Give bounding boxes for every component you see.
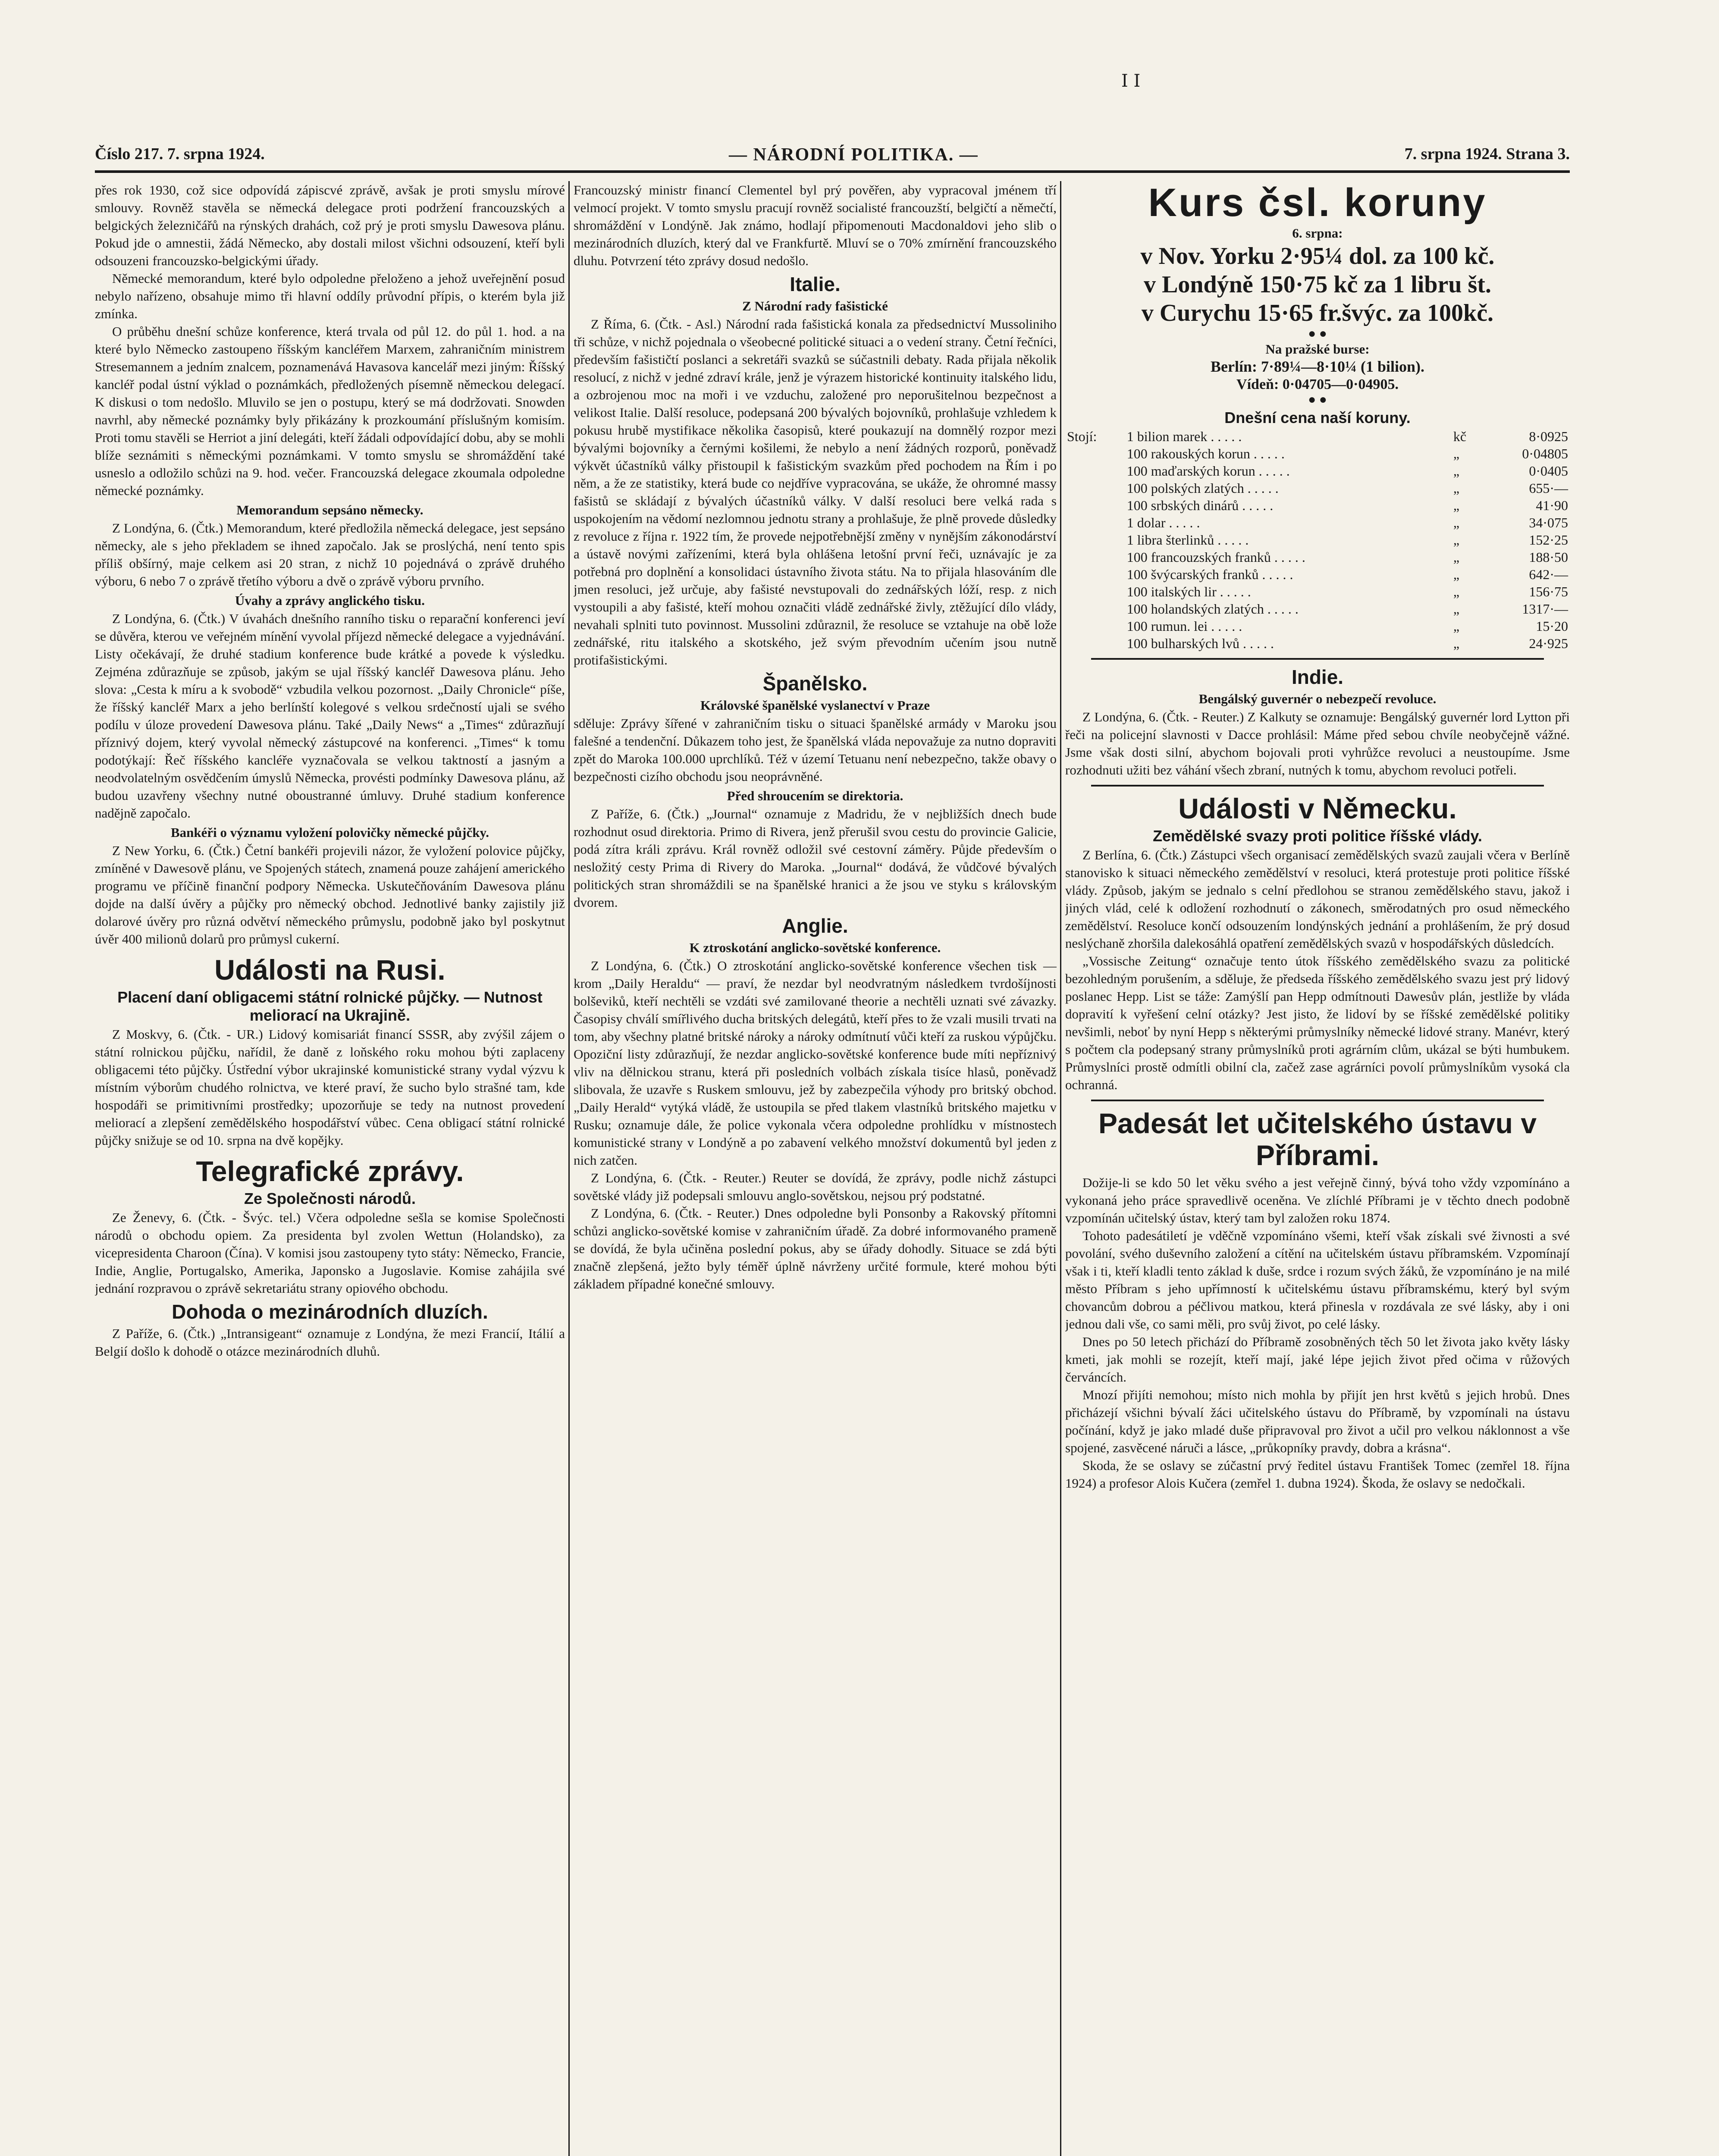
rate-label xyxy=(1065,617,1125,635)
column-divider xyxy=(568,181,570,2156)
section-heading: Indie. xyxy=(1291,666,1344,688)
date-page: 7. srpna 1924. Strana 3. xyxy=(1404,145,1570,163)
rates-table xyxy=(1065,428,1570,652)
rate-row xyxy=(1065,462,1570,479)
rate-value: 655·— xyxy=(1529,480,1568,496)
rate-row xyxy=(1065,531,1570,548)
paragraph: Z Paříže, 6. (Čtk.) „Journal“ oznamuje z Madridu, že v nejbližších dnech bude rozhodnut osud direktoria. Primo di Rivera, jenž přerušil svou cestu do provincie Galicie, podá zítra králi zprávu. Král rovněž odložil své cestovní záměry. Půjde především o nesložitý cesty Prima di Rivery do Maroka. „Journal“ dodává, že vůdčové bývalých politických stran shromáždili se na španělské hranici a že jsou ve styku s královským dvorem. xyxy=(574,806,1057,910)
divider xyxy=(1091,1100,1544,1101)
rate-label xyxy=(1065,635,1125,652)
subheading: Bengálský guvernér o nebezpečí revoluce. xyxy=(1198,691,1437,706)
section-heading: Španělsko. xyxy=(762,672,868,695)
divider xyxy=(1091,785,1544,787)
section-heading: Události na Rusi. xyxy=(214,954,445,986)
rate-unit: „ xyxy=(1453,567,1460,582)
column-3 xyxy=(1065,181,1570,2156)
subheading: K ztroskotání anglicko-sovětské konference. xyxy=(689,940,941,955)
rate-item: 100 maďarských korun . . . . . xyxy=(1126,463,1290,479)
subheading: Úvahy a zprávy anglického tisku. xyxy=(235,593,425,608)
paragraph: Z Londýna, 6. (Čtk. - Reuter.) Reuter se dovídá, že zprávy, podle nichž zástupci sovětské vlády již podepsali smlouvu anglo-sovětskou, nejsou prý podstatné. xyxy=(574,1170,1057,1203)
rate-unit: „ xyxy=(1453,532,1460,548)
rate-unit: „ xyxy=(1453,463,1460,479)
paragraph: Dnes po 50 letech přichází do Příbramě zosobněných těch 50 let života jako květy lásky kmeti, jak mohli se rozejít, kteří mají, jaké lépe jejich život před očima v růžových červáncích. xyxy=(1065,1334,1570,1385)
rate-value: 642·— xyxy=(1529,567,1568,582)
exchange-rate-date: 6. srpna: xyxy=(1292,226,1343,241)
rate-label xyxy=(1065,514,1125,531)
divider xyxy=(1091,658,1544,660)
rate-item: 100 francouzských franků . . . . . xyxy=(1126,549,1305,565)
paragraph: Ze Ženevy, 6. (Čtk. - Švýc. tel.) Včera odpoledne sešla se komise Společnosti národů o obchodu opiem. Za presidenta byl zvolen Wettun (Holandsko), za vicepresidenta Charoon (Čína). V komisi jsou zastoupeny tyto státy: Německo, Francie, Indie, Anglie, Portugalsko, Amerika, Japonsko a Jugoslavie. Komise zahájila své jednání rozpravou o zprávě sekretariátu strany opiového obchodu. xyxy=(95,1210,565,1296)
section-heading: Telegrafické zprávy. xyxy=(196,1155,464,1187)
section-heading: Události v Německu. xyxy=(1178,793,1457,824)
column-1 xyxy=(95,181,565,2156)
rate-row xyxy=(1065,600,1570,617)
rate-label xyxy=(1065,462,1125,479)
rate-new-york: v Nov. Yorku 2·95¼ dol. za 100 kč. xyxy=(1140,243,1495,270)
rate-row xyxy=(1065,583,1570,600)
rate-value: 152·25 xyxy=(1529,532,1568,548)
rate-row xyxy=(1065,497,1570,514)
separator-dots: ● ● xyxy=(1308,326,1327,341)
paragraph: Mnozí přijíti nemohou; místo nich mohla by přijít jen hrst květů s jejich hrobů. Dnes přicházejí všichni bývalí žáci učitelského ústavu do Příbramě, by vzpomínali na ústavu počínání, když je jako mladé duše připravoval pro život a učil pro velkou náklonnost a vše spojené, zasvěcené náruči a lásce, „průkopníky pravdy, dobra a krásna“. xyxy=(1065,1387,1570,1455)
section-heading: Anglie. xyxy=(782,915,848,937)
issue-number: Číslo 217. 7. srpna 1924. xyxy=(95,145,265,163)
rate-item: 100 rakouských korun . . . . . xyxy=(1126,446,1285,461)
paragraph: Z Londýna, 6. (Čtk.) O ztroskotání anglicko-sovětské konference všechen tisk — krom „Daily Heraldu“ — praví, že nezdar byl neodvratným následkem tvrdošíjnosti bolševiků, kteří nechtěli se vzdáti své zamilované theorie a nechtěli uznati své závazky. Časopisy chválí smířlivého ducha britských delegátů, kteří přes to že vzali musili trvati na tom, aby všechny platné britské nároky a nároky odmítnutí vůči kteří za ruskou výpůjčku. Opoziční listy zdůrazňují, že nezdar anglicko-sovětské konference bude míti nepříznivý vliv na dělnickou stranu, která při posledních volbách získala tisíce hlasů, poněvadž slibovala, že uzavře s Ruskem smlouvu, jež by zabezpečila výhody pro britský obchod. „Daily Herald“ vytýká vládě, že ustoupila se před tlakem vlastníků britského majetku v Rusku; oznamuje dále, že police vykonala včera odpoledne prohlídku v místnostech komunistické strany v Londýně a po zabavení velkého množství dokumentů byl jeden z nich zatčen. xyxy=(574,958,1057,1168)
rate-label: Stojí: xyxy=(1067,429,1097,444)
rate-zurich: v Curychu 15·65 fr.švýc. za 100kč. xyxy=(1141,300,1494,326)
section-heading: Padesát let učitelského ústavu v Příbrami. xyxy=(1098,1107,1537,1171)
paragraph: Dožije-li se kdo 50 let věku svého a jest veřejně činný, bývá toho vždy vzpomínáno a vykonaná jeho práce spravedlivě oceněna. Ve zlíchlé Příbrami je v těchto dnech podobně vzpomínán učitelský ústav, který tam byl založen roku 1874. xyxy=(1065,1175,1570,1225)
rate-item: 1 dolar . . . . . xyxy=(1126,515,1200,530)
paragraph: sděluje: Zprávy šířené v zahraničním tisku o situaci španělské armády v Maroku jsou falešné a tendenční. Důkazem toho jest, že španělská vláda nepovažuje za nutno dopraviti zpět do Maroka 100.000 uprchlíků. Též v území Tetuanu není nebezpečno, takže obavy o bezpečnosti cizího obchodu jsou neoprávněné. xyxy=(574,716,1057,784)
separator-dots: ● ● xyxy=(1308,392,1327,407)
rate-item: 100 polských zlatých . . . . . xyxy=(1126,480,1279,496)
column-divider xyxy=(1060,181,1061,2156)
rate-label xyxy=(1065,497,1125,514)
rate-item: 100 srbských dinárů . . . . . xyxy=(1126,498,1274,513)
rate-label xyxy=(1065,566,1125,583)
rate-value: 24·925 xyxy=(1529,636,1568,651)
rate-label xyxy=(1065,531,1125,548)
subheading: Před shroucením se direktoria. xyxy=(727,788,903,803)
subheading: Memorandum sepsáno německy. xyxy=(236,502,423,517)
paragraph: Z Moskvy, 6. (Čtk. - UR.) Lidový komisariát financí SSSR, aby zvýšil zájem o státní rolnickou půjčku, nařídil, že daně z loňského roku mohou býti zaplaceny obligacemi této půjčky. Ústřední výbor ukrajinské komunistické strany vydal výzvu k místním výborům chudého rolnictva, ve které praví, že sucho bylo strašné tam, kde hospodáři se primitivními prostředky; upozorňuje se tedy na nutnost provedení meliorací a zlepšení zemědělského hospodářství vůbec. Cena obligací státní rolnické půjčky snižuje se od 10. srpna na dvě kopějky. xyxy=(95,1027,565,1148)
paragraph: Z Londýna, 6. (Čtk.) Memorandum, které předložila německá delegace, jest sepsáno německy, ale s jeho překladem se ihned započalo. Jak se proslýchá, není tento spis příliš obšírný, maje celkem asi 20 stran, z nichž 10 pojednává o zprávě druhého výboru, 6 nebo 7 o zprávě třetího výboru a dvě o zprávě výboru prvního. xyxy=(95,520,565,589)
paragraph: Z Berlína, 6. (Čtk.) Zástupci všech organisací zemědělských svazů zaujali včera v Berlíně stanovisko k situaci německého zemědělství v resoluci, která protestuje proti politice říšské vlády. Způsob, jakým se jednalo s celní předlohou se stranou zemědělského stavu, jakož i jiných vlád, celé k odložení rozhodnutí o zákonech, směrodatných pro osud německého zemědělství. Resoluce končí odsouzením londýnských jednání a prohlášením, že prý dosud neslýchaně zhoršila dalekosáhlá opatření zemědělských svazů v hospodářských důsledcích. xyxy=(1065,847,1570,951)
rate-item: 100 švýcarských franků . . . . . xyxy=(1126,567,1293,582)
rate-item: 100 rumun. lei . . . . . xyxy=(1126,618,1242,634)
rate-item: 1 bilion marek . . . . . xyxy=(1126,429,1242,444)
rate-row xyxy=(1065,548,1570,566)
rate-value: 41·90 xyxy=(1536,498,1568,513)
rate-unit: „ xyxy=(1453,618,1460,634)
rate-row xyxy=(1065,479,1570,497)
paragraph: Z New Yorku, 6. (Čtk.) Četní bankéři projevili názor, že vyložení polovice půjčky, zmíněné v Dawesově plánu, ve Spojených státech, znamená pouze zahájení amerického programu ve příčině finanční podpory Německa. Uskutečňováním Dawesova plánu dojde na další úvěry a půjčky pro německý obchod. Jednotlivé banky zajistily již dolarové úvěry pro různá odvětví německého průmyslu, podobně jako byl poskytnut úvěr 400 milionů dolarů pro průmysl cukerní. xyxy=(95,843,565,946)
rate-value: 188·50 xyxy=(1529,549,1568,565)
paragraph: Skoda, že se oslavy se zúčastní prvý ředitel ústavu František Tomec (zemřel 18. října 1924) a profesor Alois Kučera (zemřel 1. dubna 1924). Škoda, že oslavy se nedočkali. xyxy=(1065,1458,1570,1491)
rate-unit: „ xyxy=(1453,515,1460,530)
masthead: — NÁRODNÍ POLITIKA. — xyxy=(729,145,979,165)
rate-label xyxy=(1065,583,1125,600)
rate-unit: kč xyxy=(1453,429,1467,444)
rate-label xyxy=(1065,445,1125,462)
paragraph: Tohoto padesátiletí je vděčně vzpomínáno všemi, kteří však získali své živnosti a své povolání, svého duševního založení a cítění na učitelském ústavu příbramském. Vzpomínají však i ti, kteří kladli tento základ k duše, srdce i rozum svých žáků, že vzpomínáno je na milé město Příbram s jeho upřímností k učitelskému ústavu příbramskému, který byl svým chovancům dobrou a péčlivou matkou, která přinesla v rozdávala ze své lásky, aby i oni jednou dali vše, co sami měli, pro svůj život, po celé lásky. xyxy=(1065,1228,1570,1332)
rate-label xyxy=(1065,548,1125,566)
rate-unit: „ xyxy=(1453,498,1460,513)
rate-item: 100 italských lir . . . . . xyxy=(1126,584,1251,599)
rates-title: Dnešní cena naší koruny. xyxy=(1224,409,1411,426)
section-heading: Dohoda o mezinárodních dluzích. xyxy=(172,1300,488,1323)
rate-value: 15·20 xyxy=(1536,618,1568,634)
section-heading: Italie. xyxy=(790,273,841,295)
paragraph: Z Londýna, 6. (Čtk. - Reuter.) Dnes odpoledne byli Ponsonby a Rakovský přítomni schůzi anglicko-sovětské komise v zahraničním úřadě. Za dobré informovaného prameně se dovídá, že byla učiněna poslední pokus, aby se úřady dohodly. Situace se zdá býti značně zlepšená, ježto byly téměř úplně návrženy určité formule, které mohou býti základem případné konečné smlouvy. xyxy=(574,1206,1057,1291)
burse-title: Na pražské burse: xyxy=(1265,342,1370,357)
rate-value: 0·0405 xyxy=(1529,463,1568,479)
paragraph: Francouzský ministr financí Clementel byl prý pověřen, aby vypracoval jménem tří velmocí projekt. V tomto smyslu pracují rovněž socialisté francouzští, belgičtí a němečtí, shromáždění v Londýně. Jak známo, hodlají připomenouti Macdonaldovi jeho slib o mezinárodních dluzích, který dal ve Frankfurtě. Mluví se o 70% zmírnění francouzského dluhu. Potvrzení této zprávy dosud nedošlo. xyxy=(574,182,1057,268)
rate-item: 100 holandských zlatých . . . . . xyxy=(1126,601,1299,617)
rate-unit: „ xyxy=(1453,601,1460,617)
rate-vienna: Vídeň: 0·04705—0·04905. xyxy=(1236,376,1399,392)
paragraph: „Vossische Zeitung“ označuje tento útok říšského zemědělského svazu za politické bezohledným porušením, a sděluje, že předseda říšského zemědělského svazu jest prý lidový poslanec Hepp. List se táže: Zamýšlí pan Hepp odmítnouti Dawesův plán, jestliže by vláda dopravití k vyřešení celní otázky? Jest jisto, že lidoví by se říšské zemědělské politiky nevšimli, neboť by nyní Hepp s některými průmyslníky německé lidové strany. Manévr, který s počtem cla podepsaný strany průmyslníků proti agrárním clům, ukázal se býti humbukem. Průmyslníci prostě odmítli obilní cla, začež zase agrárníci povolí průmyslníkům vysoká cla ochranná. xyxy=(1065,953,1570,1092)
subheading: Placení daní obligacemi státní rolnické půjčky. — Nutnost meliorací na Ukrajině. xyxy=(117,988,543,1024)
rate-unit: „ xyxy=(1453,549,1460,565)
page-mark: I I xyxy=(1121,71,1141,91)
column-2 xyxy=(574,181,1057,2156)
rate-row xyxy=(1065,428,1570,445)
rate-row xyxy=(1065,617,1570,635)
rate-london: v Londýně 150·75 kč za 1 libru št. xyxy=(1144,271,1491,298)
rate-value: 156·75 xyxy=(1529,584,1568,599)
paragraph: přes rok 1930, což sice odpovídá zápiscvé zprávě, avšak je proti smyslu mírové smlouvy. Rovněž stavěla se německá delegace proti podržení francouzských a belgických železničářů na rýnských drahách, což prý je proti smyslu Dawesova plánu. Pokud jde o amnestii, žádá Německo, aby dostali milost všichni odsouzení, kteří byli odsouzeni francouzsko-belgickými úřady. xyxy=(95,182,565,268)
rate-value: 34·075 xyxy=(1529,515,1568,530)
page-header xyxy=(95,144,1570,173)
subheading: Zemědělské svazy proti politice říšské vlády. xyxy=(1153,827,1482,845)
paragraph: O průběhu dnešní schůze konference, která trvala od půl 12. do půl 1. hod. a na které bylo Německo zastoupeno říšským kancléřem Marxem, zahraničním ministrem Stresemannem a jedním znalcem, poznamenává Havasova kancelář mezi jiným: Říšský kancléř podal ústní výklad o poznámkách, předložených písemně německou delegací. K diskusi o tom nedošlo. Mluvilo se jen o postupu, který se má dodržovati. Snowden navrhl, aby německé poznámky byly přikázány k prozkoumání příslušným komisím. Proti tomu stavěli se Herriot a jiní delegáti, kteří žádali odpovídající dobu, aby se mohli blíže seznámiti s německými poznámkami. V tomto smyslu se shromáždění také usneslo a odložilo schůzi na 9. hod. večer. Francouzská delegace zkoumala odpoledne německé poznámky. xyxy=(95,324,565,498)
rate-value: 1317·— xyxy=(1522,601,1568,617)
subheading: Ze Společnosti národů. xyxy=(244,1190,416,1207)
rate-item: 1 libra šterlinků . . . . . xyxy=(1126,532,1249,548)
paragraph: Z Říma, 6. (Čtk. - Asl.) Národní rada fašistická konala za předsednictví Mussoliniho tři schůze, v nichž pojednala o všeobecné politické situaci a o vedení strany. Četní řečníci, především fašističtí poslanci a sekretáři svazků se súčastnili debaty. Rada přijala několik resolucí, z nichž v jedné zdraví krále, jenž je výrazem historické kontinuity italského lidu, a ozbrojenou moc na moři i ve vzduchu, založené pro neporušitelnou bezpečnost a velikost Italie. Další resoluce, podepsaná 200 bývalých bojovníků, prohlašuje vzhledem k pokusu hrubě mystifikace několika časopisů, které poukazují na domnělý rozpor mezi bývalými bojovníky a černými košilemi, že nebylo a není žádných rozporů, poněvadž výkvět účastníků války přistoupil k fašistickým svazkům před pochodem na Řím i po něm, a že ze statistiky, která bude co nejdříve vypracována, se ukáže, že ohromné massy fašistů se skládají z bývalých účastníků války. V další resoluci bere velká rada s uspokojením na vědomí nezlomnou jednotu strany a prohlašuje, že plně provede důsledky z revoluce z října r. 1922 tím, že provede nejpotřebnější změny v nynějším zákonodárství a ústavě novými zařízeními, která byla ohlášena letošní první řeči, uznávajíc je za potřebná pro doplnění a konsolidaci ústavního života státu. Na to přijala hlasováním dle jmen resoluci, jež určuje, aby fašisté nevstupovali do zednářských lóží, resp. z nich vystoupili a aby fašisté, kteří mohou označiti vládě zednářské živly, ztěžující dílo vlády, nevahali splniti tuto povinnost. Mussolini zdůraznil, že resoluce se vztahuje na obě lože zednářské, ritu italského a skotského, jež svým převodním učením jsou nutně protifašistickými. xyxy=(574,317,1057,667)
rate-value: 8·0925 xyxy=(1529,429,1568,444)
subheading: Z Národní rady fašistické xyxy=(742,298,888,313)
rate-row xyxy=(1065,445,1570,462)
rate-row xyxy=(1065,566,1570,583)
subheading: Královské španělské vyslanectví v Praze xyxy=(700,698,930,713)
rate-row xyxy=(1065,635,1570,652)
paragraph: Z Paříže, 6. (Čtk.) „Intransigeant“ oznamuje z Londýna, že mezi Francií, Itálií a Belgií došlo k dohodě o otázce mezinárodních dluhů. xyxy=(95,1326,565,1359)
rate-unit: „ xyxy=(1453,480,1460,496)
exchange-rate-title: Kurs čsl. koruny xyxy=(1148,181,1487,225)
paragraph: Z Londýna, 6. (Čtk. - Reuter.) Z Kalkuty se oznamuje: Bengálský guvernér lord Lytton při řeči na policejní slavnosti v Dacce prohlásil: Máme před sebou chvíle neobyčejně vážné. Jsme však dosti silní, abychom bojovali proti vyhrůžce revoluci a neustoupíme. Jsme rozhodnuti užiti bez váhání všech zbraní, nutných k tomu, abychom revoluci potřeli. xyxy=(1065,709,1570,777)
rate-unit: „ xyxy=(1453,584,1460,599)
rate-unit: „ xyxy=(1453,636,1460,651)
rate-row xyxy=(1065,514,1570,531)
subheading: Bankéři o významu vyložení polovičky německé půjčky. xyxy=(171,825,489,840)
rate-unit: „ xyxy=(1453,446,1460,461)
rate-item: 100 bulharských lvů . . . . . xyxy=(1126,636,1274,651)
paragraph: Z Londýna, 6. (Čtk.) V úvahách dnešního ranního tisku o reparační konferenci jeví se důvěra, kterou ve veřejném mínění vyvolal příjezd německé delegace a vyjednávání. Listy očekávají, že druhé stadium konference bude krátké a povede k výsledku. Zejména zdůrazňuje se způsob, jakým se ujal říšský kancléř Dawesova plánu. Jeho slova: „Cesta k míru a k svobodě“ vzbudila velkou pozornost. „Daily Chronicle“ píše, že říšský kancléř Marx a jeho berlínští kolegové s velkou srdečností ujali se svého podílu v úloze provedení Dawesova plánu. Také „Daily News“ a „Times“ zdůrazňují příznivý dojem, který vyvolal německý zástupcové na konferenci. „Times“ k tomu podotýkají: Řeč říšského kancléře vyznačovala se velkou taktností a jasným a neodvolatelným osvědčením úmyslů Německa, provésti podmínky Dawesova plánu, až budou uzavřeny všechny nutné oboustranné úmluvy. Druhé stadium konference nadějně započalo. xyxy=(95,611,565,821)
paragraph: Německé memorandum, které bylo odpoledne přeloženo a jehož uveřejnění posud nebylo nařízeno, obsahuje mimo tři hlavní oddíly průvodní přípis, o kterém byla již zmínka. xyxy=(95,271,565,321)
rate-label xyxy=(1065,600,1125,617)
rate-berlin: Berlín: 7·89¼—8·10¼ (1 bilion). xyxy=(1210,358,1425,375)
rate-value: 0·04805 xyxy=(1522,446,1568,461)
rate-label xyxy=(1065,479,1125,497)
